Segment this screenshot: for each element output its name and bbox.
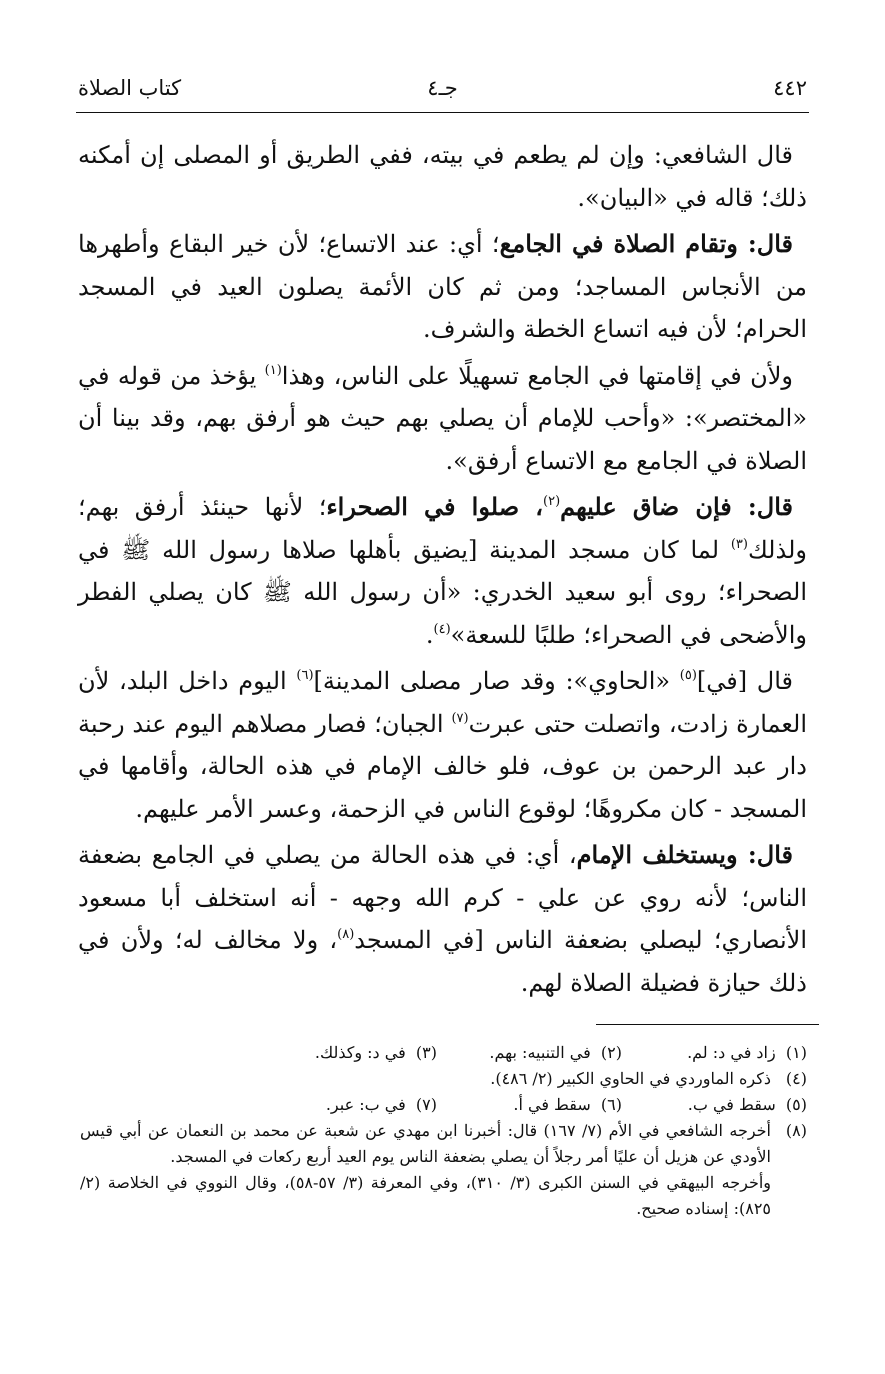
footnote-ref-8[interactable]: (٨): [337, 927, 355, 942]
volume-label: جـ٤: [427, 76, 458, 100]
footnote-text: سقط في ب.: [687, 1095, 776, 1114]
paragraph-3: [78, 355, 807, 483]
footnote-row: [80, 1040, 807, 1066]
footnote-1: [622, 1040, 807, 1066]
matn-lead: قال: وتقام الصلاة في الجامع: [499, 229, 793, 258]
main-text: [78, 134, 807, 1008]
footnote-text: في التنبيه: بهم.: [489, 1043, 591, 1062]
paragraph-5-text-c: اليوم داخل البلد، لأن العمارة زادت، واتصلت حتى عبرت: [78, 667, 807, 738]
footnote-text: أخرجه الشافعي في الأم (٧/ ١٦٧) قال: أخبرنا ابن مهدي عن شعبة عن محمد بن النعمان عن أبي قيس الأودي عن هزيل أن عليًا أمر رجلاً أن يصلي بضعفة الناس يوم العيد أربع ركعات في المسجد.: [80, 1121, 771, 1166]
paragraph-1-text: قال الشافعي: وإن لم يطعم في بيته، ففي الطريق أو المصلى إن أمكنه ذلك؛ قاله في «البيان».: [78, 141, 807, 212]
footnote-number: (١): [785, 1043, 807, 1062]
footnote-ref-3[interactable]: (٣): [730, 536, 748, 552]
paragraph-4-text-b: لما كان مسجد المدينة [يضيق بأهلها صلاها رسول الله ﷺ في الصحراء؛ روى أبو سعيد الخدري: «أن رسول الله ﷺ كان يصلي الفطر والأضحى في الصحراء؛ طلبًا للسعة»: [78, 535, 807, 649]
footnote-number: (٦): [600, 1095, 622, 1114]
footnote-text: في ب: عبر.: [325, 1095, 406, 1114]
paragraph-4-text-a: ؛ لأنها حينئذ أرفق بهم؛ ولذلك: [78, 493, 807, 564]
footnote-text: زاد في د: لم.: [687, 1043, 776, 1062]
footnote-ref-4[interactable]: (٤): [433, 621, 451, 637]
paragraph-5-text-d: الجبان؛ فصار مصلاهم اليوم عند رحبة دار عبد الرحمن بن عوف، فلو خالف الإمام في هذه الحالة، وأقامها في المسجد - كان مكروهًا؛ لوقوع الناس في الزحمة، وعسر الأمر عليهم.: [78, 709, 807, 823]
footnote-number: (٨): [785, 1121, 807, 1140]
paragraph-5: [78, 660, 807, 830]
footnote-text: سقط في أ.: [513, 1095, 591, 1114]
paragraph-1: [78, 134, 807, 219]
paragraph-2: [78, 223, 807, 351]
footnote-number: (٤): [785, 1069, 807, 1088]
paragraph-6: [78, 834, 807, 1004]
footnote-5: [622, 1092, 807, 1118]
footnotes: [80, 1040, 807, 1222]
paragraph-3-text-b: يؤخذ من قوله في «المختصر»: «وأحب للإمام أن يصلي بهم حيث هو أرفق بهم، وقد بينا أن الصلاة في الجامع مع الاتساع أرفق».: [78, 361, 807, 475]
footnote-6: [437, 1092, 622, 1118]
footnote-ref-5[interactable]: (٥): [679, 668, 697, 683]
matn-lead: قال: فإن ضاق عليهم: [560, 492, 793, 521]
paragraph-6-text-a: ، أي: في هذه الحالة من يصلي في الجامع بضعفة الناس؛ لأنه روي عن علي - كرم الله وجهه - أنه استخلف أبا مسعود الأنصاري؛ ليصلي بضعفة الناس [في المسجد: [78, 841, 808, 954]
footnote-row: [80, 1092, 807, 1118]
footnote-2: [437, 1040, 622, 1066]
page-number: ٤٤٢: [773, 76, 807, 100]
footnote-ref-1[interactable]: (١): [264, 362, 282, 378]
footnote-text: في د: وكذلك.: [314, 1043, 406, 1062]
footnote-ref-7[interactable]: (٧): [451, 710, 469, 726]
running-header: [78, 76, 807, 106]
footnote-number: (٣): [415, 1043, 437, 1062]
header-divider: [76, 112, 809, 113]
footnote-text: ذكره الماوردي في الحاوي الكبير (٢/ ٤٨٦).: [490, 1069, 771, 1088]
matn-lead: ، صلوا في الصحراء: [326, 492, 543, 521]
paragraph-6-text-b: ، ولا مخالف له؛ ولأن في ذلك حيازة فضيلة الصلاة لهم.: [78, 926, 807, 997]
book-title: كتاب الصلاة: [78, 76, 182, 100]
footnote-ref-2[interactable]: (٢): [543, 494, 561, 509]
footnote-number: (٥): [785, 1095, 807, 1114]
paragraph-4: [78, 486, 807, 656]
paragraph-4-text-c: .: [425, 620, 434, 649]
footnote-3: [315, 1040, 437, 1066]
footnote-8: [80, 1118, 807, 1170]
footnote-number: (٢): [600, 1043, 622, 1062]
footnote-ref-6[interactable]: (٦): [296, 668, 314, 683]
footnote-4: [80, 1066, 807, 1092]
paragraph-3-text-a: ولأن في إقامتها في الجامع تسهيلًا على الناس، وهذا: [281, 361, 793, 390]
footnote-7: [326, 1092, 437, 1118]
matn-lead: قال: ويستخلف الإمام: [576, 840, 793, 869]
footnote-number: (٧): [415, 1095, 437, 1114]
footnote-8-continuation: وأخرجه البيهقي في السنن الكبرى (٣/ ٣١٠)، وفي المعرفة (٣/ ٥٧-٥٨)، وقال النووي في الخلاصة (٢/ ٨٢٥): إسناده صحيح.: [80, 1173, 771, 1218]
paragraph-5-text-a: قال [في]: [696, 667, 793, 695]
footnote-divider: [596, 1024, 819, 1025]
paragraph-5-text-b: «الحاوي»: وقد صار مصلى المدينة]: [313, 667, 680, 695]
paragraph-2-text: ؛ أي: عند الاتساع؛ لأن خير البقاع وأطهرها من الأنجاس المساجد؛ ومن ثم كان الأئمة يصلون العيد في المسجد الحرام؛ لأن فيه اتساع الخطة والشرف.: [78, 230, 807, 343]
